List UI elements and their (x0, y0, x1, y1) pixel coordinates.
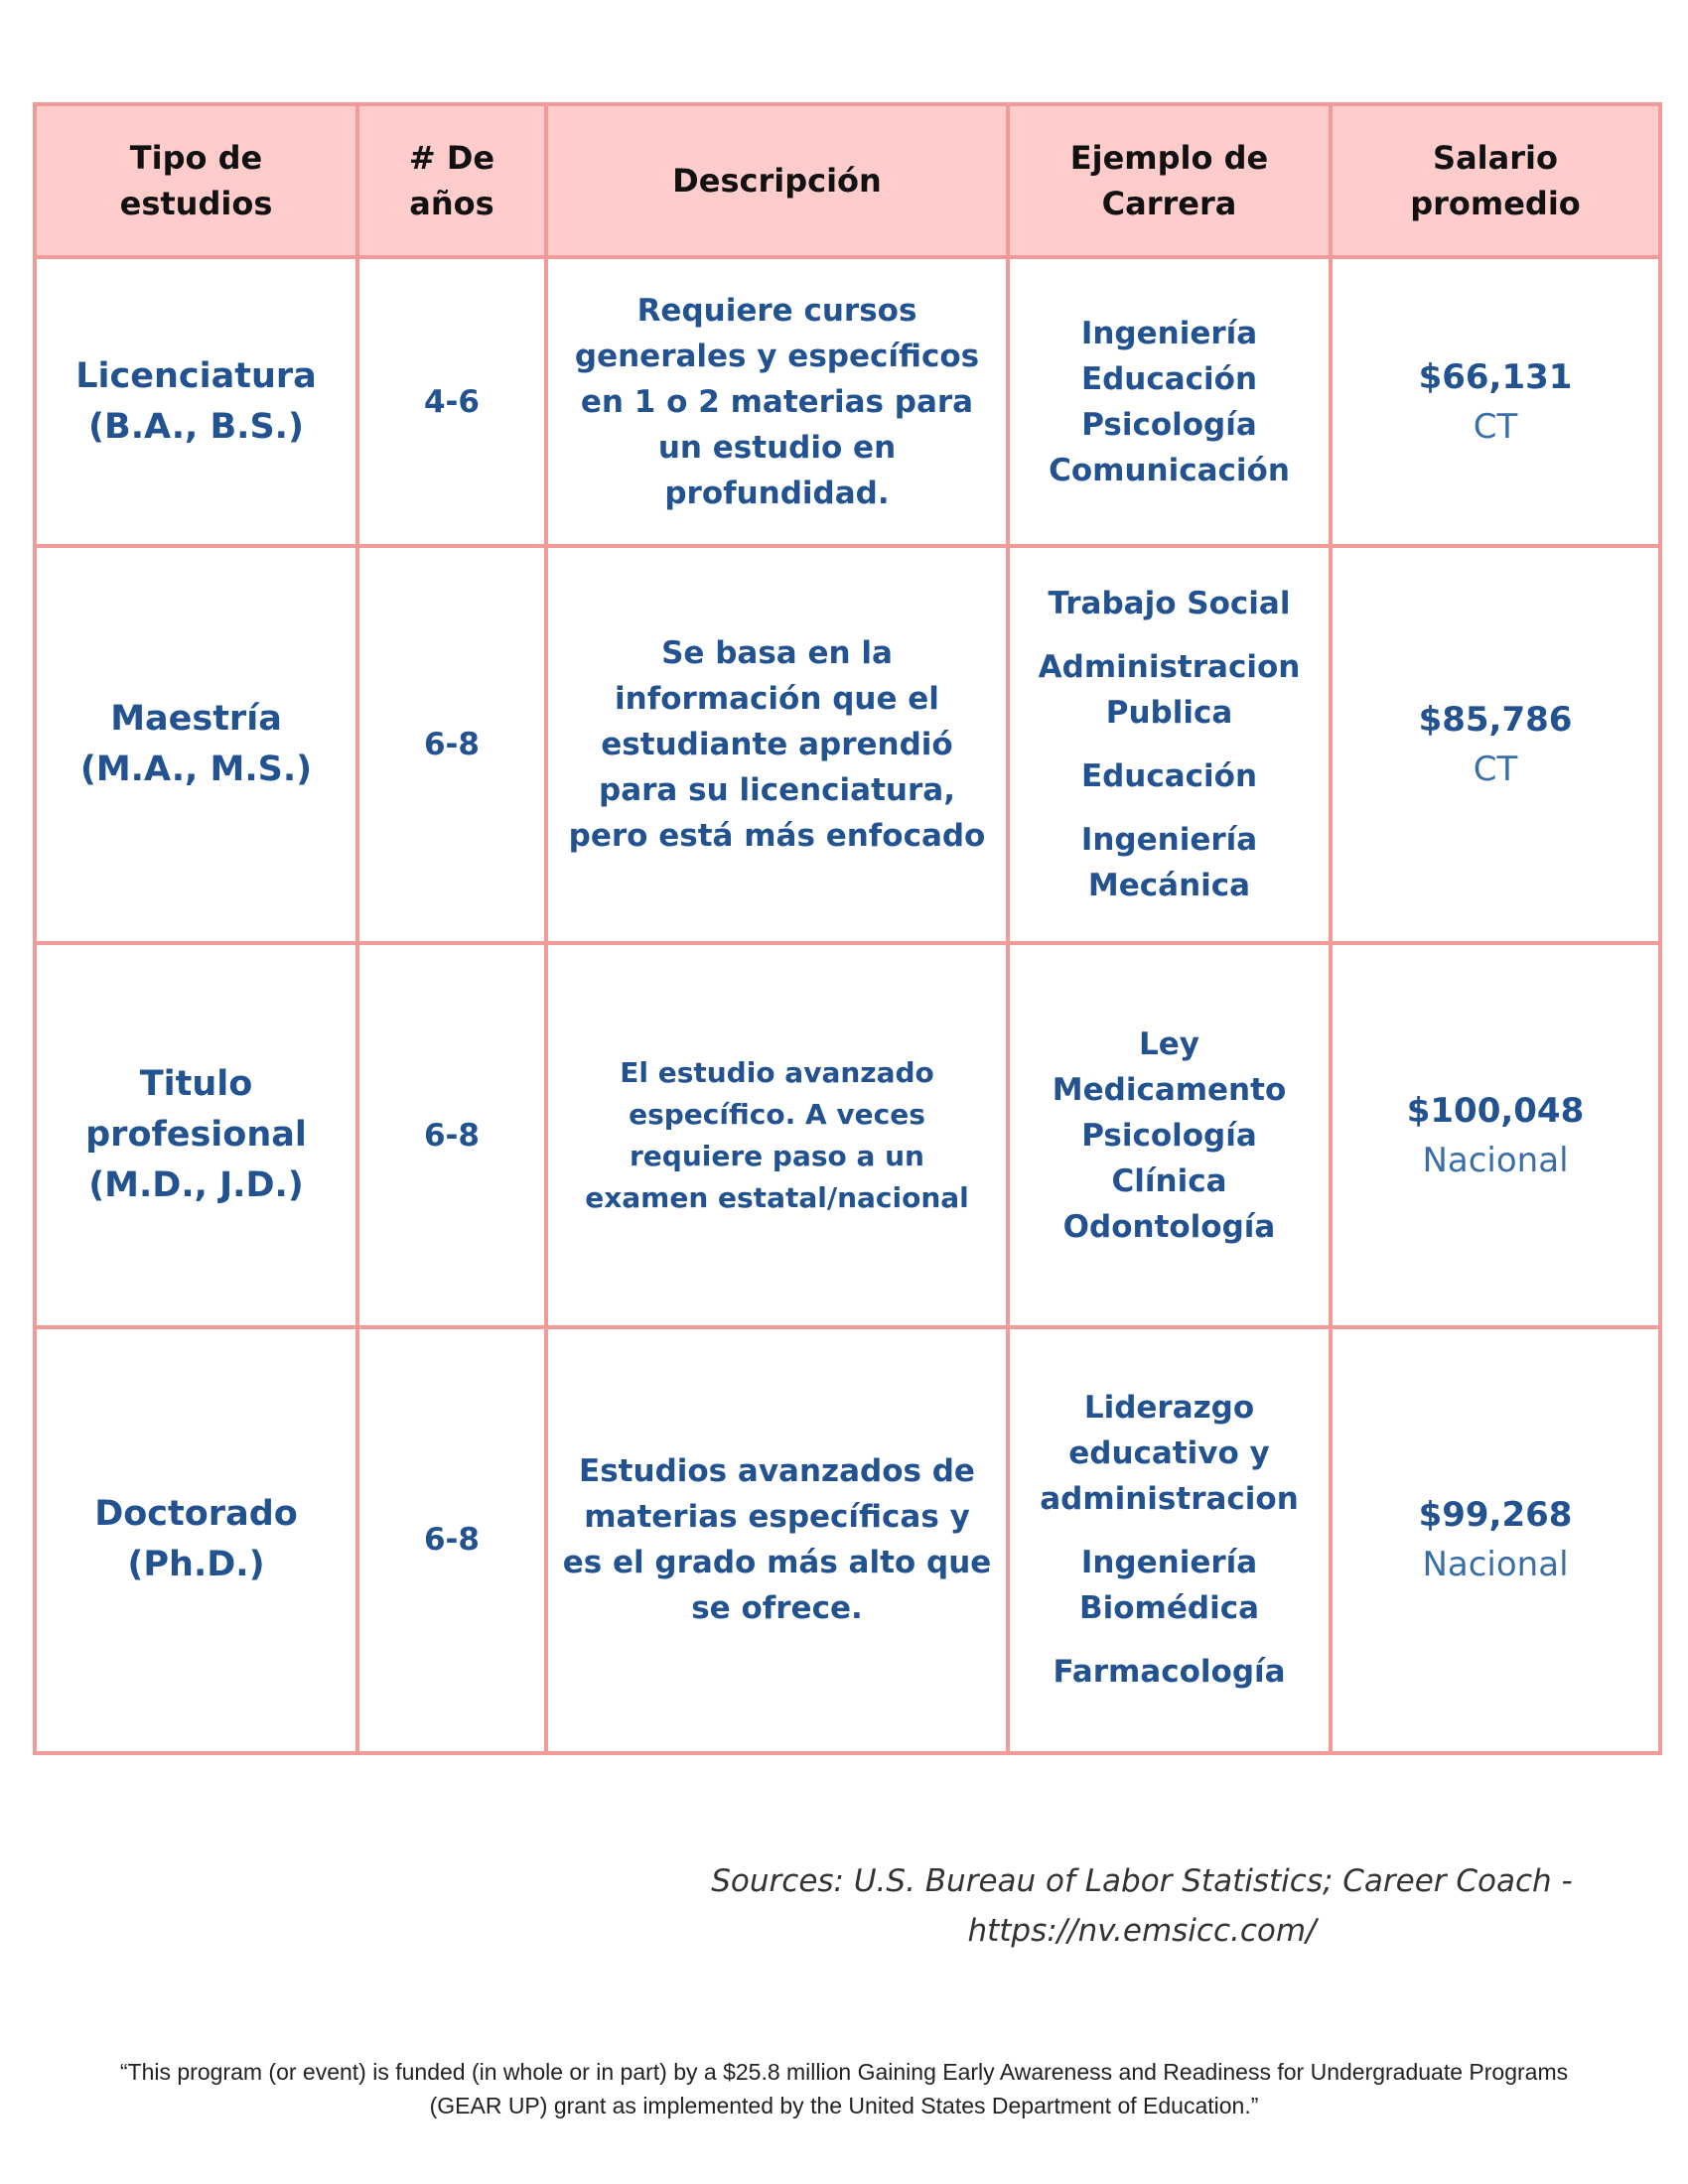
header-ejemplo-de-carrera: Ejemplo de Carrera (1008, 104, 1331, 257)
career-group: Ingeniería Biomédica (1079, 1545, 1259, 1627)
description-cell: Requiere cursos generales y específicos en 1 o 2 materias para un estudio en profundidad. (546, 257, 1008, 546)
degree-type-cell: Licenciatura (B.A., B.S.) (35, 257, 357, 546)
career-group: Ingeniería Mecánica (1080, 822, 1258, 904)
salary-cell (1331, 546, 1660, 943)
career-group: Administracion Publica (1038, 649, 1301, 732)
years-cell: 6-8 (357, 1327, 546, 1753)
salary-amount: $99,268 (1418, 1495, 1573, 1536)
career-group: Ingeniería Educación Psicología Comunicación (1049, 315, 1290, 488)
salary-cell (1331, 943, 1660, 1327)
salary-region: Nacional (1422, 1545, 1569, 1585)
career-cell (1008, 943, 1331, 1327)
description-cell: El estudio avanzado específico. A veces requiere paso a un examen estatal/nacional (546, 943, 1008, 1327)
table-header-row (35, 104, 1660, 257)
sources-note: Sources: U.S. Bureau of Labor Statistics; Career Coach - https://nv.emsicc.com/ (711, 1863, 1573, 1949)
salary-cell (1331, 257, 1660, 546)
years-cell: 4-6 (357, 257, 546, 546)
degree-type-cell: Titulo profesional (M.D., J.D.) (35, 943, 357, 1327)
degree-type-cell: Maestría (M.A., M.S.) (35, 546, 357, 943)
table-row (35, 257, 1660, 546)
salary-amount: $85,786 (1418, 700, 1573, 741)
table-row (35, 943, 1660, 1327)
career-group: Trabajo Social (1048, 586, 1291, 622)
salary-region: CT (1473, 406, 1518, 447)
salary-cell (1331, 1327, 1660, 1753)
career-group: Farmacología (1053, 1654, 1286, 1691)
salary-amount: $100,048 (1406, 1090, 1585, 1131)
career-group: Ley Medicamento Psicología Clínica Odontología (1052, 1025, 1287, 1245)
header-tipo-de-estudios: Tipo de estudios (35, 104, 357, 257)
career-group: Educación (1080, 758, 1258, 795)
degree-comparison-table (33, 102, 1662, 1755)
header-descripcion: Descripción (546, 104, 1008, 257)
career-cell (1008, 1327, 1331, 1753)
header-numero-de-anos: # De años (357, 104, 546, 257)
funding-disclaimer: “This program (or event) is funded (in whole or in part) by a $25.8 million Gaining Early Awareness and Readiness for Undergraduate Programs (GEAR UP) grant as implemented by the United States Department of Education.” (119, 2059, 1569, 2118)
description-cell: Estudios avanzados de materias específicas y es el grado más alto que se ofrece. (546, 1327, 1008, 1753)
career-cell (1008, 257, 1331, 546)
description-cell: Se basa en la información que el estudiante aprendió para su licenciatura, pero está más enfocado (546, 546, 1008, 943)
years-cell: 6-8 (357, 546, 546, 943)
salary-region: CT (1473, 750, 1518, 790)
salary-amount: $66,131 (1418, 356, 1573, 397)
degree-type-cell: Doctorado (Ph.D.) (35, 1327, 357, 1753)
header-salario-promedio: Salario promedio (1331, 104, 1660, 257)
years-cell: 6-8 (357, 943, 546, 1327)
career-group: Liderazgo educativo y administracion (1040, 1390, 1299, 1518)
career-cell (1008, 546, 1331, 943)
table-row (35, 546, 1660, 943)
salary-region: Nacional (1422, 1140, 1569, 1180)
table-row (35, 1327, 1660, 1753)
